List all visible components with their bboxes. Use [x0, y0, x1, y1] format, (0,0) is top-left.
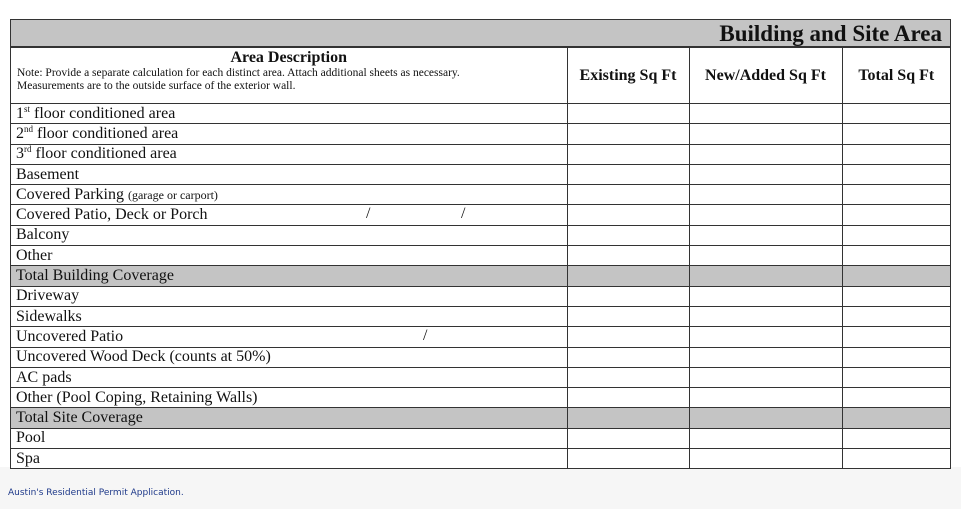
- total-cell[interactable]: [842, 306, 950, 326]
- row-label: Covered Patio, Deck or Porch / /: [11, 205, 567, 225]
- row-label: Other (Pool Coping, Retaining Walls): [11, 388, 567, 408]
- row-label: Total Building Coverage: [11, 266, 567, 286]
- total-cell[interactable]: [842, 104, 950, 124]
- form-title: Building and Site Area: [719, 21, 942, 46]
- new-cell[interactable]: [689, 347, 842, 367]
- note-line-2: Measurements are to the outside surface of the exterior wall.: [17, 80, 296, 92]
- total-cell[interactable]: [842, 367, 950, 387]
- new-cell[interactable]: [689, 449, 842, 469]
- table-row: [11, 205, 950, 225]
- row-label: 2nd floor conditioned area: [11, 124, 567, 144]
- existing-cell[interactable]: [567, 246, 689, 266]
- row-label: Uncovered Patio /: [11, 327, 567, 347]
- area-description-title: Area Description: [230, 49, 348, 66]
- image-caption: Austin's Residential Permit Application.: [8, 488, 184, 498]
- total-cell[interactable]: [842, 388, 950, 408]
- new-cell[interactable]: [689, 205, 842, 225]
- new-cell[interactable]: [689, 225, 842, 245]
- existing-cell[interactable]: [567, 388, 689, 408]
- row-label: Sidewalks: [11, 306, 567, 326]
- new-cell[interactable]: [689, 144, 842, 164]
- row-label: Total Site Coverage: [11, 408, 567, 428]
- total-sqft-header: Total Sq Ft: [842, 48, 950, 104]
- new-cell: [689, 408, 842, 428]
- table-row: [11, 185, 950, 205]
- table-row: [11, 388, 950, 408]
- area-table-frame: [10, 19, 951, 469]
- new-cell[interactable]: [689, 306, 842, 326]
- existing-sqft-header: Existing Sq Ft: [567, 48, 689, 104]
- total-cell[interactable]: [842, 225, 950, 245]
- total-cell[interactable]: [842, 327, 950, 347]
- total-cell[interactable]: [842, 205, 950, 225]
- table-row: [11, 306, 950, 326]
- row-label: Other: [11, 246, 567, 266]
- total-cell[interactable]: [842, 449, 950, 469]
- new-cell[interactable]: [689, 327, 842, 347]
- new-cell[interactable]: [689, 428, 842, 448]
- existing-cell[interactable]: [567, 144, 689, 164]
- total-cell[interactable]: [842, 286, 950, 306]
- table-row: [11, 144, 950, 164]
- existing-cell[interactable]: [567, 347, 689, 367]
- row-label: Pool: [11, 428, 567, 448]
- row-label: Balcony: [11, 225, 567, 245]
- existing-cell[interactable]: [567, 306, 689, 326]
- total-cell: [842, 408, 950, 428]
- new-cell[interactable]: [689, 124, 842, 144]
- new-cell[interactable]: [689, 367, 842, 387]
- total-cell[interactable]: [842, 124, 950, 144]
- table-row: [11, 286, 950, 306]
- existing-cell[interactable]: [567, 449, 689, 469]
- total-cell[interactable]: [842, 144, 950, 164]
- row-label: 1st floor conditioned area: [11, 104, 567, 124]
- existing-cell: [567, 408, 689, 428]
- title-bar: [11, 20, 950, 47]
- row-label: Spa: [11, 449, 567, 469]
- total-cell[interactable]: [842, 347, 950, 367]
- new-cell[interactable]: [689, 388, 842, 408]
- table-row: [11, 246, 950, 266]
- total-cell[interactable]: [842, 164, 950, 184]
- total-site-row: [11, 408, 950, 428]
- separator-slash: /: [366, 205, 371, 223]
- table-row: [11, 449, 950, 469]
- table-row: [11, 347, 950, 367]
- existing-cell[interactable]: [567, 205, 689, 225]
- existing-cell[interactable]: [567, 286, 689, 306]
- row-label: Uncovered Wood Deck (counts at 50%): [11, 347, 567, 367]
- new-cell: [689, 266, 842, 286]
- existing-cell[interactable]: [567, 185, 689, 205]
- area-description-note: [17, 67, 561, 93]
- table-row: [11, 367, 950, 387]
- area-description-header: [11, 48, 567, 104]
- existing-cell[interactable]: [567, 367, 689, 387]
- header-row: [11, 48, 950, 104]
- total-cell[interactable]: [842, 185, 950, 205]
- row-label: Driveway: [11, 286, 567, 306]
- table-row: [11, 327, 950, 347]
- table-row: [11, 225, 950, 245]
- table-row: [11, 428, 950, 448]
- note-line-1: Note: Provide a separate calculation for each distinct area. Attach additional sheets as necessary.: [17, 67, 460, 79]
- row-label: Basement: [11, 164, 567, 184]
- total-cell[interactable]: [842, 428, 950, 448]
- existing-cell[interactable]: [567, 225, 689, 245]
- new-cell[interactable]: [689, 185, 842, 205]
- existing-cell[interactable]: [567, 327, 689, 347]
- table-row: [11, 164, 950, 184]
- total-cell[interactable]: [842, 246, 950, 266]
- total-building-row: [11, 266, 950, 286]
- new-cell[interactable]: [689, 164, 842, 184]
- area-table: [11, 47, 950, 469]
- row-label: Covered Parking (garage or carport): [11, 185, 567, 205]
- new-cell[interactable]: [689, 286, 842, 306]
- new-cell[interactable]: [689, 246, 842, 266]
- existing-cell[interactable]: [567, 164, 689, 184]
- new-cell[interactable]: [689, 104, 842, 124]
- existing-cell[interactable]: [567, 124, 689, 144]
- existing-cell[interactable]: [567, 104, 689, 124]
- total-cell: [842, 266, 950, 286]
- existing-cell[interactable]: [567, 428, 689, 448]
- table-row: [11, 124, 950, 144]
- row-label: 3rd floor conditioned area: [11, 144, 567, 164]
- table-row: [11, 104, 950, 124]
- separator-slash: /: [423, 327, 428, 345]
- existing-cell: [567, 266, 689, 286]
- separator-slash: /: [461, 205, 466, 223]
- new-added-sqft-header: New/Added Sq Ft: [689, 48, 842, 104]
- row-label: AC pads: [11, 367, 567, 387]
